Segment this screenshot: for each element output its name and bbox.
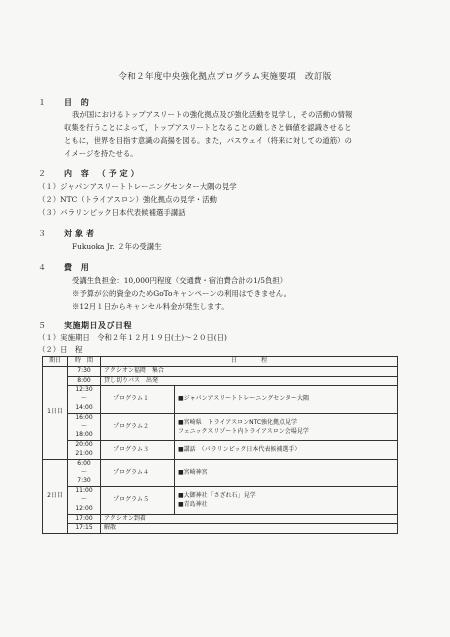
purpose-line-3: ともに，世界を目指す意識の高揚を図る。また，パスウェイ（将来に対しての道筋）の xyxy=(64,136,352,145)
table-row xyxy=(43,459,398,468)
time-cell: 17:00 xyxy=(68,514,101,524)
schedule-cell: 解散 xyxy=(101,524,398,534)
program-4-label: プログラム４ xyxy=(101,459,175,486)
program-2-label: プログラム２ xyxy=(101,413,175,440)
cost-line-3: ※12月１日からキャンセル料金が発生します。 xyxy=(72,302,229,311)
schedule-item-2: （２）日 程 xyxy=(38,345,83,354)
content-item-1: （１）ジャパンアスリートトレーニングセンター大隅の見学 xyxy=(38,182,237,191)
time-cell: 7:30 xyxy=(68,366,101,376)
time-cell: 7:30 xyxy=(68,477,101,486)
section-1-number: １ xyxy=(38,98,46,107)
section-1-heading: 目 的 xyxy=(64,98,92,107)
table-row xyxy=(43,514,398,524)
target-text: Fukuoka Jr. ２年の受講生 xyxy=(72,242,162,251)
program-2-detail-line-2: フェニックスリゾート内トライアスロン会場見学 xyxy=(178,427,309,435)
table-row xyxy=(43,366,398,376)
program-3-detail: ■講話 （パラリンピック日本代表候補選手） xyxy=(175,441,398,460)
table-row xyxy=(43,386,398,395)
program-5-detail-line-1: ■大御神社「さざれ石」見学 xyxy=(178,492,256,500)
time-cell: 14:00 xyxy=(68,404,101,413)
schedule-item-1: （１）実施期日 令和２年１２月１９日(土)～２０日(日) xyxy=(38,333,227,342)
section-2-number: ２ xyxy=(38,169,46,178)
day-1-cell: 1日目 xyxy=(43,366,68,459)
section-4-heading: 費 用 xyxy=(64,263,92,272)
section-5-heading: 実施期日及び日程 xyxy=(64,321,132,330)
purpose-line-1: 我が国におけるトップアスリートの強化拠点及び強化活動を見学し，その活動の情報 xyxy=(72,110,353,119)
time-cell: 20:00 xyxy=(68,441,101,450)
program-1-detail: ■ジャパンアスリートトレーニングセンター大隅 xyxy=(175,386,398,413)
table-row xyxy=(43,524,398,534)
table-row xyxy=(43,441,398,450)
purpose-line-2: 収集を行うことによって，トップアスリートとなることの厳しさと価値を認識させると xyxy=(64,123,352,132)
schedule-table xyxy=(42,356,398,534)
day-2-cell: 2日目 xyxy=(43,459,68,533)
header-day: 期日 xyxy=(43,357,68,367)
program-5-detail xyxy=(175,487,398,514)
time-cell: 6:00 xyxy=(68,459,101,468)
time-cell: 12:00 xyxy=(68,505,101,514)
section-4-number: ４ xyxy=(38,263,46,272)
program-5-detail-line-2: ■青島神社 xyxy=(178,501,208,509)
program-4-detail: ■宮崎神宮 xyxy=(175,459,398,486)
time-cell: 18:00 xyxy=(68,431,101,440)
time-cell: ～ xyxy=(68,423,101,432)
document-title: 令和２年度中央強化拠点プログラム実施要項 改訂版 xyxy=(118,72,332,82)
header-time: 時 間 xyxy=(68,357,101,367)
program-2-detail-line-1: ■宮崎県 トライアスロンNTC強化拠点見学 xyxy=(178,418,298,426)
time-cell: 11:00 xyxy=(68,487,101,496)
table-header-row xyxy=(43,357,398,367)
table-row xyxy=(43,376,398,386)
header-schedule: 日 程 xyxy=(101,357,398,367)
section-3-number: ３ xyxy=(38,229,46,238)
purpose-line-4: イメージを持たせる。 xyxy=(64,149,138,158)
time-cell: ～ xyxy=(68,395,101,404)
program-1-label: プログラム１ xyxy=(101,386,175,413)
cost-line-2: ※予算が公的資金のためGoToキャンペーンの利用はできません。 xyxy=(72,289,292,298)
table-row xyxy=(43,487,398,496)
time-cell: 8:00 xyxy=(68,376,101,386)
schedule-cell: アクシオン福岡 集合 xyxy=(101,366,398,376)
section-5-number: ５ xyxy=(38,321,46,330)
schedule-cell: アクシオン到着 xyxy=(101,514,398,524)
program-5-label: プログラム５ xyxy=(101,487,175,514)
time-cell: 12:30 xyxy=(68,386,101,395)
section-2-heading: 内 容 （予定） xyxy=(64,169,142,178)
content-item-3: （３）パラリンピック日本代表候補選手講話 xyxy=(38,208,186,217)
time-cell: 21:00 xyxy=(68,450,101,459)
schedule-cell: 貸し切りバス 出発 xyxy=(101,376,398,386)
time-cell: 16:00 xyxy=(68,413,101,422)
content-item-2: （２）NTC（トライアスロン）強化拠点の見学・活動 xyxy=(38,195,217,204)
time-cell: ～ xyxy=(68,469,101,478)
section-3-heading: 対象者 xyxy=(64,229,97,238)
cost-line-1: 受講生負担金：10,000円程度（交通費・宿泊費合計の1/5負担） xyxy=(72,276,288,285)
program-2-detail xyxy=(175,413,398,440)
time-cell: ～ xyxy=(68,496,101,505)
program-3-label: プログラム３ xyxy=(101,441,175,460)
table-row xyxy=(43,413,398,422)
time-cell: 17:15 xyxy=(68,524,101,534)
